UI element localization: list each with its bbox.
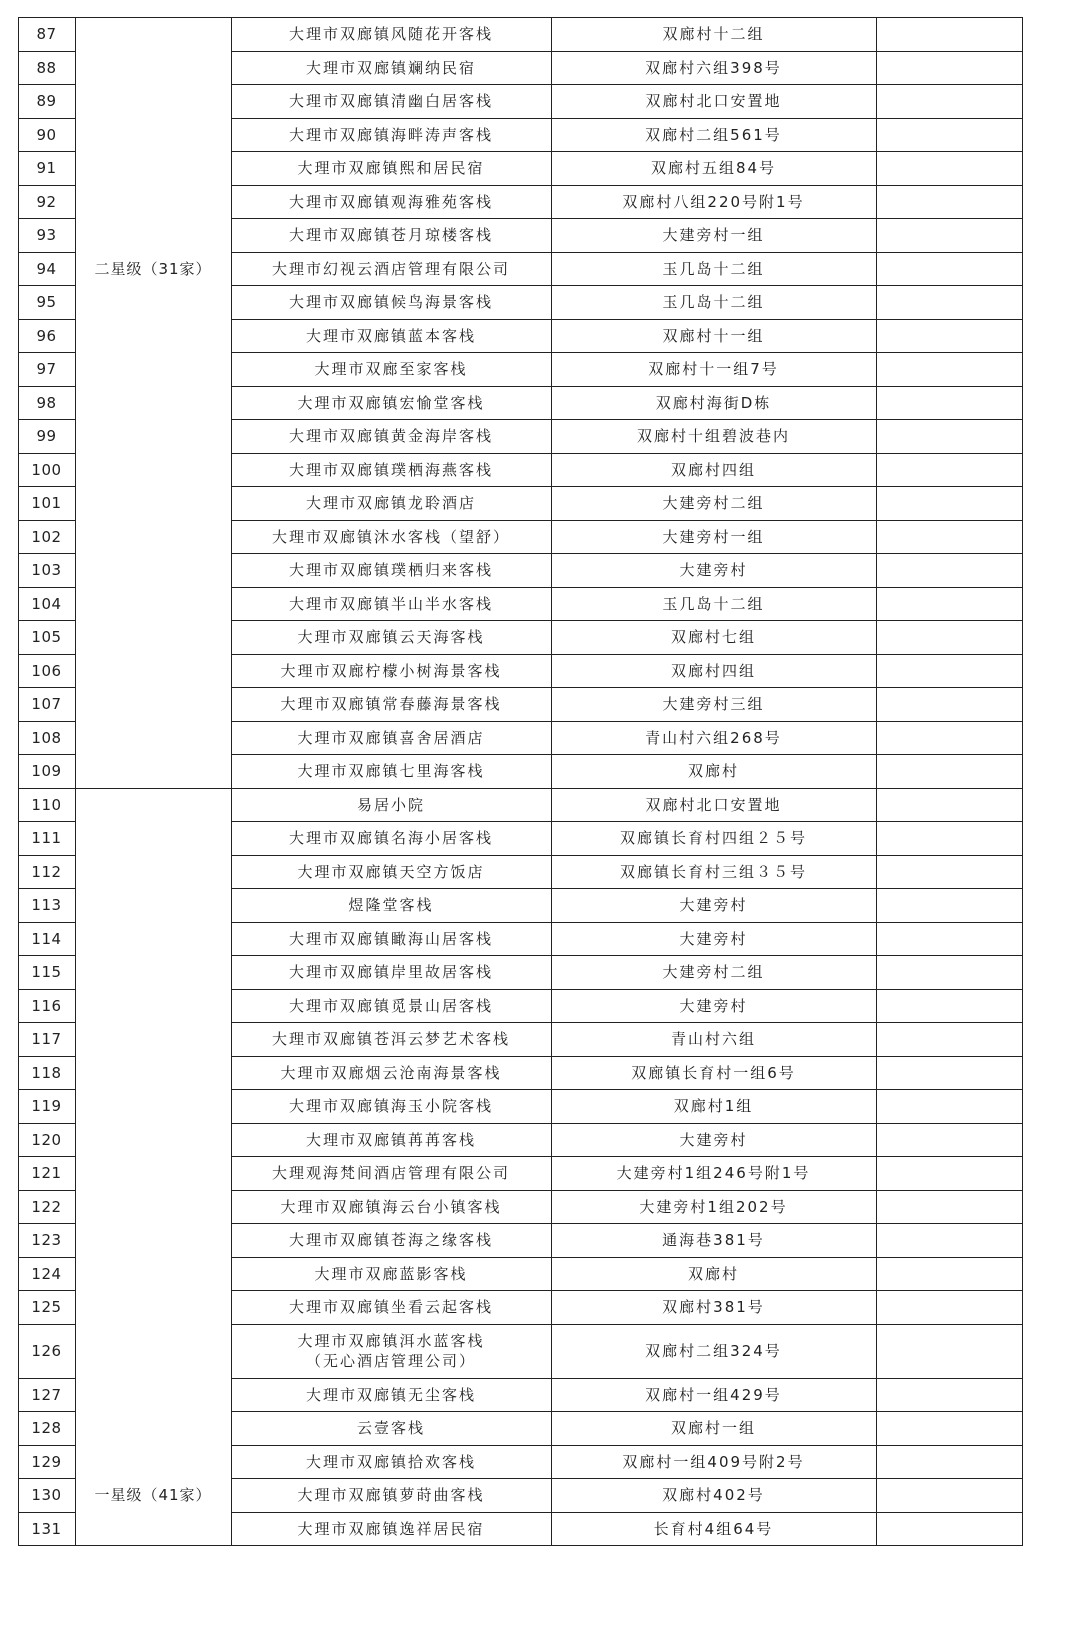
- remarks-cell: [876, 218, 1022, 252]
- row-number: 100: [31, 461, 62, 479]
- row-number: 96: [36, 327, 57, 345]
- hotel-address: 双廊村六组398号: [645, 59, 782, 77]
- hotel-address: 双廊村一组409号附2号: [622, 1453, 805, 1471]
- row-number: 124: [31, 1265, 62, 1283]
- hotel-address: 长育村4组64号: [653, 1520, 774, 1538]
- remarks-cell: [876, 1324, 1022, 1378]
- row-number: 94: [36, 260, 57, 278]
- remarks-cell: [876, 1478, 1022, 1512]
- row-border: [18, 1545, 1023, 1546]
- remarks-cell: [876, 553, 1022, 587]
- hotel-address: 双廊村二组324号: [645, 1342, 782, 1360]
- hotel-address: 双廊村: [687, 1265, 739, 1283]
- hotel-name: 易居小院: [356, 796, 425, 814]
- remarks-cell: [876, 1089, 1022, 1123]
- hotel-address: 青山村六组268号: [645, 729, 782, 747]
- hotel-name: 大理市双廊镇觅景山居客栈: [288, 997, 493, 1015]
- remarks-cell: [876, 1156, 1022, 1190]
- remarks-cell: [876, 754, 1022, 788]
- hotel-name: 大理市幻视云酒店管理有限公司: [271, 260, 510, 278]
- remarks-cell: [876, 118, 1022, 152]
- row-number: 131: [31, 1520, 62, 1538]
- remarks-cell: [876, 453, 1022, 487]
- hotel-address: 玉几岛十二组: [662, 293, 765, 311]
- hotel-name: 大理市双廊柠檬小树海景客栈: [280, 662, 502, 680]
- remarks-cell: [876, 1123, 1022, 1157]
- hotel-address: 大建旁村: [679, 1131, 748, 1149]
- row-number: 130: [31, 1486, 62, 1504]
- row-number: 128: [31, 1419, 62, 1437]
- row-number: 123: [31, 1231, 62, 1249]
- hotel-address: 双廊村四组: [670, 461, 756, 479]
- row-number: 113: [31, 896, 62, 914]
- remarks-cell: [876, 888, 1022, 922]
- remarks-cell: [876, 855, 1022, 889]
- row-number: 127: [31, 1386, 62, 1404]
- hotel-address: 双廊村五组84号: [650, 159, 777, 177]
- remarks-cell: [876, 1411, 1022, 1445]
- row-number: 121: [31, 1164, 62, 1182]
- hotel-address: 双廊村402号: [662, 1486, 765, 1504]
- row-number: 115: [31, 963, 62, 981]
- hotel-name: 大理市双廊镇璞栖海燕客栈: [288, 461, 493, 479]
- hotel-name: 云壹客栈: [356, 1419, 425, 1437]
- row-number: 108: [31, 729, 62, 747]
- row-number: 118: [31, 1064, 62, 1082]
- remarks-cell: [876, 821, 1022, 855]
- remarks-cell: [876, 1257, 1022, 1291]
- hotel-address: 玉几岛十二组: [662, 595, 765, 613]
- hotel-name: 大理市双廊镇蓝本客栈: [305, 327, 476, 345]
- hotel-address: 玉几岛十二组: [662, 260, 765, 278]
- hotel-address: 双廊村一组429号: [645, 1386, 782, 1404]
- row-number: 101: [31, 494, 62, 512]
- hotel-name: 大理市双廊镇苍海之缘客栈: [288, 1231, 493, 1249]
- hotel-name: [231, 1324, 551, 1378]
- row-number: 93: [36, 226, 57, 244]
- remarks-cell: [876, 486, 1022, 520]
- remarks-cell: [876, 151, 1022, 185]
- row-number: 119: [31, 1097, 62, 1115]
- hotel-address: 大建旁村: [679, 997, 748, 1015]
- remarks-cell: [876, 17, 1022, 51]
- hotel-address: 双廊村381号: [662, 1298, 765, 1316]
- hotel-name: 大理市双廊镇黄金海岸客栈: [288, 427, 493, 445]
- row-number: 91: [36, 159, 57, 177]
- hotel-address: 双廊村1组: [673, 1097, 754, 1115]
- row-number: 104: [31, 595, 62, 613]
- hotel-name: 大理市双廊镇名海小居客栈: [288, 829, 493, 847]
- row-number: 89: [36, 92, 57, 110]
- row-number: 97: [36, 360, 57, 378]
- hotel-name: 大理市双廊镇天空方饭店: [297, 863, 485, 881]
- hotel-name: 大理市双廊镇云天海客栈: [297, 628, 485, 646]
- row-number: 111: [31, 829, 62, 847]
- hotel-address: 双廊村: [687, 762, 739, 780]
- hotel-name: 大理市双廊镇喜舍居酒店: [297, 729, 485, 747]
- hotel-name: 大理市双廊镇苒苒客栈: [305, 1131, 476, 1149]
- remarks-cell: [876, 955, 1022, 989]
- hotel-address: 双廊村十一组: [662, 327, 765, 345]
- hotel-name: 煜隆堂客栈: [348, 896, 434, 914]
- row-number: 129: [31, 1453, 62, 1471]
- remarks-cell: [876, 285, 1022, 319]
- hotel-address: 双廊村十二组: [662, 25, 765, 43]
- remarks-cell: [876, 620, 1022, 654]
- row-number: 116: [31, 997, 62, 1015]
- hotel-address: 双廊村八组220号附1号: [622, 193, 805, 211]
- row-number: 112: [31, 863, 62, 881]
- remarks-cell: [876, 1445, 1022, 1479]
- hotel-name: 大理市双廊镇半山半水客栈: [288, 595, 493, 613]
- hotel-address: 双廊村海街D栋: [655, 394, 772, 412]
- hotel-address: 大建旁村1组246号附1号: [616, 1164, 811, 1182]
- hotel-name: 大理市双廊镇候鸟海景客栈: [288, 293, 493, 311]
- remarks-cell: [876, 419, 1022, 453]
- hotel-address: 大建旁村二组: [662, 963, 765, 981]
- hotel-name: 大理市双廊镇熙和居民宿: [297, 159, 485, 177]
- hotel-address: 双廊村十一组7号: [648, 360, 779, 378]
- hotel-address: 双廊村十组碧波巷内: [636, 427, 790, 445]
- hotel-name: 大理市双廊镇岸里故居客栈: [288, 963, 493, 981]
- remarks-cell: [876, 687, 1022, 721]
- hotel-address: 双廊村一组: [670, 1419, 756, 1437]
- hotel-name: 大理市双廊镇逸祥居民宿: [297, 1520, 485, 1538]
- remarks-cell: [876, 1022, 1022, 1056]
- hotel-name: 大理市双廊镇海畔涛声客栈: [288, 126, 493, 144]
- hotel-name: 大理市双廊镇瞰海山居客栈: [288, 930, 493, 948]
- row-number: 102: [31, 528, 62, 546]
- row-number: 126: [31, 1342, 62, 1360]
- row-number: 105: [31, 628, 62, 646]
- row-number: 106: [31, 662, 62, 680]
- hotel-name: 大理市双廊镇龙聆酒店: [305, 494, 476, 512]
- remarks-cell: [876, 386, 1022, 420]
- hotel-address: 双廊村四组: [670, 662, 756, 680]
- hotel-name: 大理市双廊镇宏愉堂客栈: [297, 394, 485, 412]
- remarks-cell: [876, 1378, 1022, 1412]
- hotel-name: 大理市双廊镇无尘客栈: [305, 1386, 476, 1404]
- row-number: 109: [31, 762, 62, 780]
- hotel-name: 大理市双廊镇璞栖归来客栈: [288, 561, 493, 579]
- hotel-name: 大理市双廊镇七里海客栈: [297, 762, 485, 780]
- hotel-name-line2: （无心酒店管理公司）: [305, 1352, 476, 1370]
- hotel-name: 大理市双廊至家客栈: [314, 360, 468, 378]
- remarks-cell: [876, 922, 1022, 956]
- hotel-name: 大理市双廊烟云沧南海景客栈: [280, 1064, 502, 1082]
- remarks-cell: [876, 1290, 1022, 1324]
- remarks-cell: [876, 1056, 1022, 1090]
- row-number: 92: [36, 193, 57, 211]
- remarks-cell: [876, 185, 1022, 219]
- row-number: 117: [31, 1030, 62, 1048]
- remarks-cell: [876, 989, 1022, 1023]
- hotel-address: 双廊镇长育村一组6号: [631, 1064, 796, 1082]
- hotel-name: 大理市双廊镇观海雅苑客栈: [288, 193, 493, 211]
- hotel-address: 双廊村北口安置地: [645, 92, 782, 110]
- hotel-address: 双廊镇长育村四组２５号: [619, 829, 807, 847]
- hotel-address: 双廊村二组561号: [645, 126, 782, 144]
- hotel-address: 大建旁村二组: [662, 494, 765, 512]
- hotel-name: 大理市双廊镇清幽白居客栈: [288, 92, 493, 110]
- remarks-cell: [876, 587, 1022, 621]
- row-number: 95: [36, 293, 57, 311]
- hotel-name-line1: 大理市双廊镇洱水蓝客栈: [297, 1332, 485, 1350]
- hotel-name: 大理市双廊镇风随花开客栈: [288, 25, 493, 43]
- column-border: [1022, 17, 1023, 1546]
- hotel-address: 大建旁村: [679, 930, 748, 948]
- hotel-name: 大理市双廊镇常春藤海景客栈: [280, 695, 502, 713]
- row-number: 99: [36, 427, 57, 445]
- hotel-name: 大理市双廊镇海云台小镇客栈: [280, 1198, 502, 1216]
- remarks-cell: [876, 51, 1022, 85]
- hotel-address: 大建旁村一组: [662, 226, 765, 244]
- row-number: 122: [31, 1198, 62, 1216]
- remarks-cell: [876, 352, 1022, 386]
- hotel-address: 双廊村北口安置地: [645, 796, 782, 814]
- row-number: 120: [31, 1131, 62, 1149]
- column-border: [75, 17, 76, 1546]
- hotel-address: 双廊村七组: [670, 628, 756, 646]
- row-number: 125: [31, 1298, 62, 1316]
- row-number: 98: [36, 394, 57, 412]
- rating-category: 二星级（31家）: [94, 260, 212, 278]
- hotel-address: 青山村六组: [670, 1030, 756, 1048]
- hotel-name: 大理市双廊镇海玉小院客栈: [288, 1097, 493, 1115]
- remarks-cell: [876, 520, 1022, 554]
- hotel-address: 通海巷381号: [662, 1231, 765, 1249]
- row-number: 90: [36, 126, 57, 144]
- hotel-name: 大理市双廊镇坐看云起客栈: [288, 1298, 493, 1316]
- remarks-cell: [876, 1223, 1022, 1257]
- hotel-name: 大理观海梵间酒店管理有限公司: [271, 1164, 510, 1182]
- hotel-name: 大理市双廊镇沐水客栈（望舒）: [271, 528, 510, 546]
- hotel-address: 大建旁村1组202号: [639, 1198, 788, 1216]
- hotel-name: 大理市双廊镇斓纳民宿: [305, 59, 476, 77]
- remarks-cell: [876, 721, 1022, 755]
- row-number: 88: [36, 59, 57, 77]
- remarks-cell: [876, 84, 1022, 118]
- row-number: 87: [36, 25, 57, 43]
- row-number: 114: [31, 930, 62, 948]
- hotel-name: 大理市双廊镇拾欢客栈: [305, 1453, 476, 1471]
- remarks-cell: [876, 788, 1022, 822]
- hotel-address: 大建旁村: [679, 896, 748, 914]
- row-number: 110: [31, 796, 62, 814]
- row-number: 107: [31, 695, 62, 713]
- hotel-address: 大建旁村一组: [662, 528, 765, 546]
- rating-category: 一星级（41家）: [94, 1486, 212, 1504]
- hotel-name: 大理市双廊镇萝莳曲客栈: [297, 1486, 485, 1504]
- hotel-address: 双廊镇长育村三组３５号: [619, 863, 807, 881]
- remarks-cell: [876, 1190, 1022, 1224]
- remarks-cell: [876, 319, 1022, 353]
- remarks-cell: [876, 654, 1022, 688]
- row-number: 103: [31, 561, 62, 579]
- hotel-name: 大理市双廊蓝影客栈: [314, 1265, 468, 1283]
- hotel-name: 大理市双廊镇苍月琼楼客栈: [288, 226, 493, 244]
- remarks-cell: [876, 252, 1022, 286]
- hotel-name: 大理市双廊镇苍洱云梦艺术客栈: [271, 1030, 510, 1048]
- remarks-cell: [876, 1512, 1022, 1546]
- hotel-address: 大建旁村: [679, 561, 748, 579]
- hotel-address: 大建旁村三组: [662, 695, 765, 713]
